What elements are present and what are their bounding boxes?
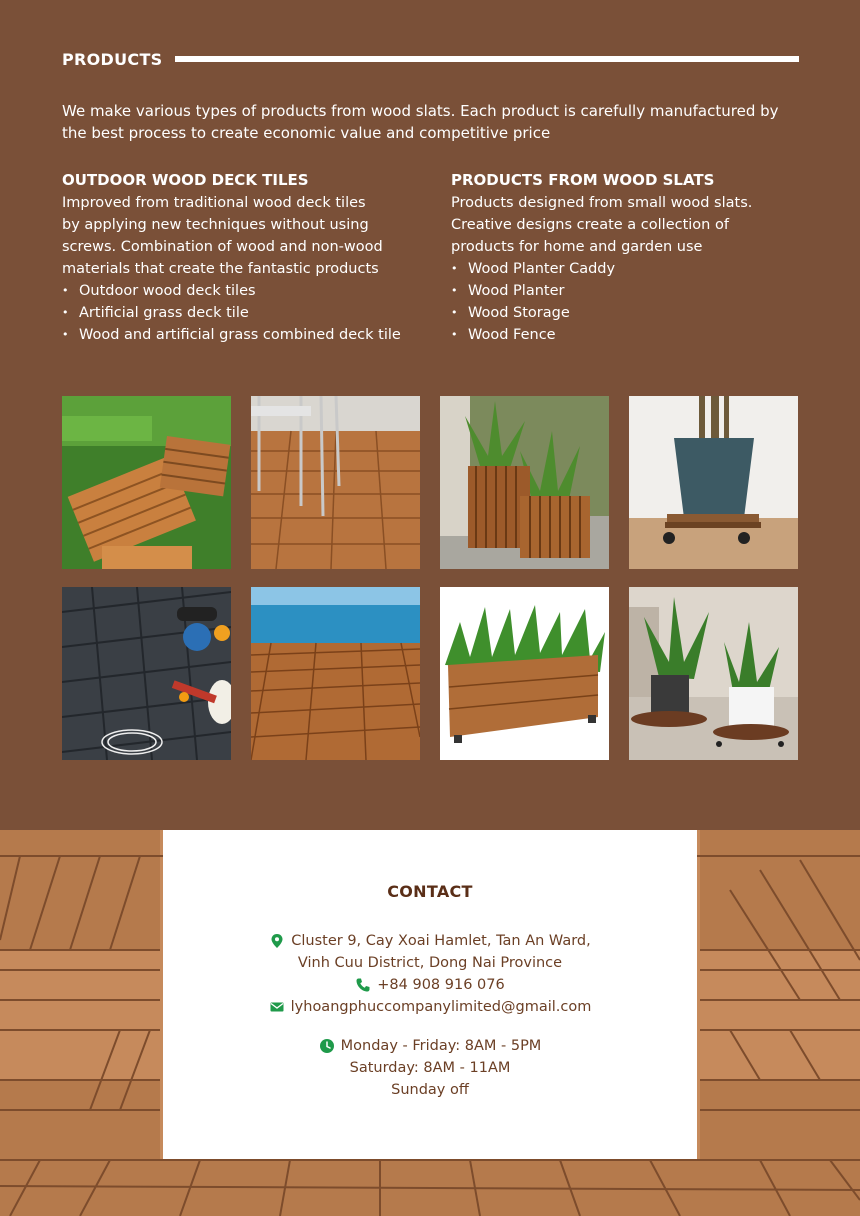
long-planter-box-photo xyxy=(440,587,609,760)
address-line-1: Cluster 9, Cay Xoai Hamlet, Tan An Ward, xyxy=(291,933,591,949)
phone-line xyxy=(163,974,697,996)
list-item: • Wood Planter Caddy xyxy=(451,258,811,280)
plastic-deck-tiles-photo xyxy=(62,587,231,760)
round-plant-caddy-photo xyxy=(629,587,798,760)
balcony-deck-tiles-photo xyxy=(251,396,420,569)
clock-icon xyxy=(319,1038,335,1054)
list-item: • Wood and artificial grass combined deck tile xyxy=(62,324,447,346)
contact-card xyxy=(163,830,697,1159)
list-item: • Wood Fence xyxy=(451,324,811,346)
hours-line xyxy=(163,1035,697,1057)
map-pin-icon xyxy=(269,933,285,949)
hours-line xyxy=(163,1057,697,1079)
email-line xyxy=(163,996,697,1018)
deck-tiles-list xyxy=(62,280,447,346)
deck-tiles-title: OUTDOOR WOOD DECK TILES xyxy=(62,171,309,189)
products-heading-row xyxy=(62,48,799,70)
wood-slats-title: PRODUCTS FROM WOOD SLATS xyxy=(451,171,715,189)
wood-planter-photo xyxy=(440,396,609,569)
deck-tiles-column xyxy=(62,170,447,346)
product-photo-grid xyxy=(62,396,799,760)
address-line-2: Vinh Cuu District, Dong Nai Province xyxy=(297,955,563,971)
list-item: • Wood Planter xyxy=(451,280,811,302)
phone-icon xyxy=(355,977,371,993)
heading-divider xyxy=(175,56,799,62)
address-line xyxy=(163,952,697,974)
email-address[interactable]: lyhoangphuccompanylimited@gmail.com xyxy=(290,999,592,1015)
address-line xyxy=(163,930,697,952)
poolside-deck-tiles-photo xyxy=(251,587,420,760)
list-item: • Outdoor wood deck tiles xyxy=(62,280,447,302)
wood-slats-line: Products designed from small wood slats. xyxy=(451,195,753,211)
wood-slats-column xyxy=(451,170,811,346)
grass-deck-tiles-photo xyxy=(62,396,231,569)
hours-sunday: Sunday off xyxy=(391,1082,469,1098)
address-block xyxy=(163,930,697,1018)
deck-tiles-line: by applying new techniques without using xyxy=(62,217,369,233)
phone-number[interactable]: +84 908 916 076 xyxy=(377,977,505,993)
wood-slats-line: products for home and garden use xyxy=(451,239,703,255)
hours-line xyxy=(163,1079,697,1101)
products-intro: We make various types of products from wood slats. Each product is carefully manufactured by the best process to create economic value and competitive price xyxy=(62,102,779,142)
products-heading: PRODUCTS xyxy=(62,49,163,69)
list-item: • Artificial grass deck tile xyxy=(62,302,447,324)
deck-tiles-line: materials that create the fantastic products xyxy=(62,261,379,277)
deck-tiles-line: Improved from traditional wood deck tiles xyxy=(62,195,366,211)
email-icon xyxy=(269,999,285,1015)
list-item: • Wood Storage xyxy=(451,302,811,324)
wood-slats-line: Creative designs create a collection of xyxy=(451,217,729,233)
wood-slats-list xyxy=(451,258,811,346)
hours-saturday: Saturday: 8AM - 11AM xyxy=(349,1060,511,1076)
hours-weekday: Monday - Friday: 8AM - 5PM xyxy=(340,1038,542,1054)
deck-tiles-line: screws. Combination of wood and non-wood xyxy=(62,239,383,255)
planter-caddy-photo xyxy=(629,396,798,569)
contact-title: CONTACT xyxy=(387,882,473,901)
hours-block xyxy=(163,1035,697,1101)
